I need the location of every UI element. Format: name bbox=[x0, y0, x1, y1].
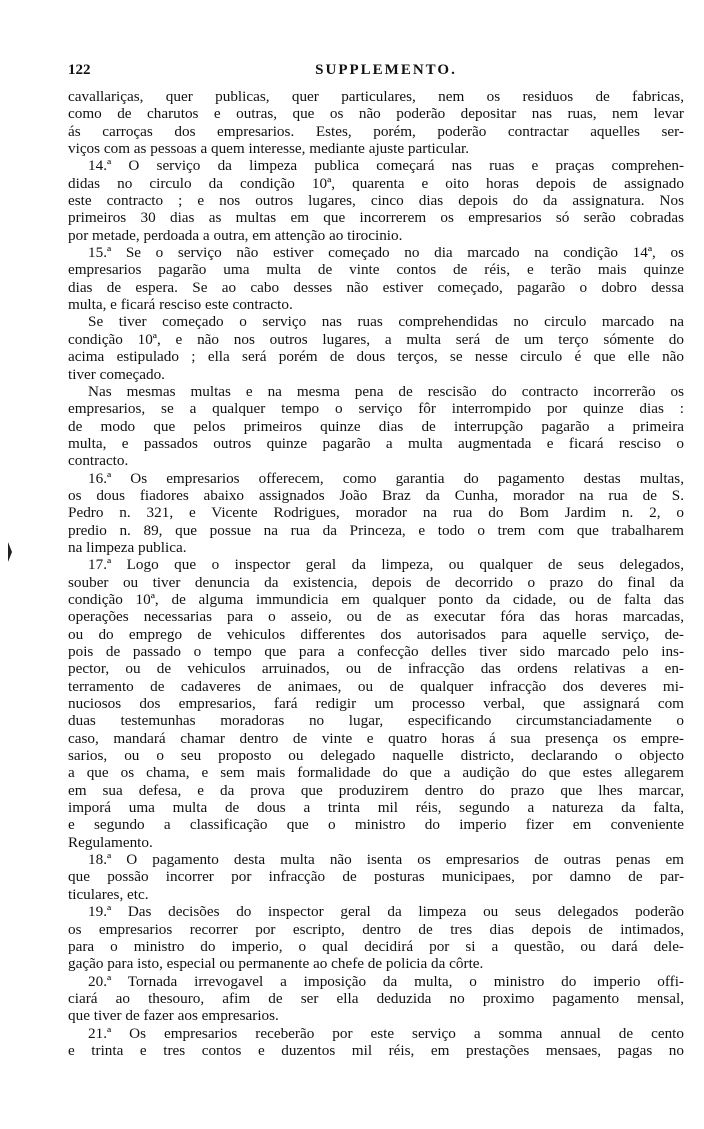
text-line: e trinta e tres contos e duzentos mil réis, em prestações mensaes, pagas no bbox=[68, 1041, 684, 1059]
text-line: de modo que pelos primeiros quinze dias de interrupção pagarão a primeira bbox=[68, 417, 684, 435]
text-line: sarios, ou o seu proposto ou delegado naquelle districto, declarando o objecto bbox=[68, 747, 684, 765]
text-line: contracto. bbox=[68, 452, 129, 470]
text-line: tiver começado. bbox=[68, 365, 165, 383]
text-line: que tiver de fazer aos empresarios. bbox=[68, 1007, 279, 1025]
running-title: SUPPLEMENTO. bbox=[315, 62, 457, 78]
text-line: na limpeza publica. bbox=[68, 538, 187, 556]
text-line: 16.ª Os empresarios offerecem, como garantia do pagamento destas multas, bbox=[88, 469, 684, 487]
text-line: 15.ª Se o serviço não estiver começado no dia marcado na condição 14ª, os bbox=[88, 244, 684, 262]
text-line: operações necessarias para o asseio, ou de as executar fóra das horas marcadas, bbox=[68, 608, 684, 626]
text-line: os empresarios recorrer por escripto, dentro de tres dias depois de intimados, bbox=[68, 920, 684, 938]
text-line: pector, ou de vehiculos arruinados, ou de infracção das ordens relativas a en- bbox=[68, 660, 684, 678]
text-line: 18.ª O pagamento desta multa não isenta os empresarios de outras penas em bbox=[88, 851, 684, 869]
text-line: ticulares, etc. bbox=[68, 885, 149, 903]
text-line: a que os chama, e sem mais formalidade do que a audição do que estes allegarem bbox=[68, 764, 684, 782]
text-line: souber ou tiver denuncia da existencia, depois de decorrido o prazo do final da bbox=[68, 573, 684, 591]
text-line: ciará ao thesouro, afim de ser ella deduzida no proximo pagamento mensal, bbox=[68, 989, 684, 1007]
text-line: imporá uma multa de dous a trinta mil réis, segundo a natureza da falta, bbox=[68, 799, 684, 817]
text-line: Regulamento. bbox=[68, 833, 153, 851]
document-body bbox=[68, 88, 684, 1059]
page-number: 122 bbox=[68, 62, 91, 78]
text-line: ás carroças dos empresarios. Estes, porém, poderão contractar aquelles ser- bbox=[68, 122, 684, 140]
text-line: duas testemunhas moradoras no lugar, especificando circumstanciadamente o bbox=[68, 712, 684, 730]
text-line: empresarios, se a qualquer tempo o serviço fôr interrompido por quinze dias : bbox=[68, 400, 684, 418]
text-line: que possão incorrer por infracção de posturas municipaes, por damno de par- bbox=[68, 868, 684, 886]
text-line: 19.ª Das decisões do inspector geral da limpeza ou seus delegados poderão bbox=[88, 903, 684, 921]
text-line: 17.ª Logo que o inspector geral da limpeza, ou qualquer de seus delegados, bbox=[88, 556, 684, 574]
text-line: multa, e ficará resciso este contracto. bbox=[68, 296, 293, 314]
text-line: este contracto ; e nos outros lugares, cinco dias depois do da assignatura. Nos bbox=[68, 192, 684, 210]
text-line: por metade, perdoada a outra, em attenção ao tirocinio. bbox=[68, 226, 403, 244]
text-line: Se tiver começado o serviço nas ruas comprehendidas no circulo marcado na bbox=[88, 313, 684, 331]
text-line: os dous fiadores abaixo assignados João Braz da Cunha, morador na rua de S. bbox=[68, 486, 684, 504]
text-line: nuciosos dos empresarios, fará redigir um processo verbal, que assignará com bbox=[68, 695, 684, 713]
text-line: como de charutos e outras, que os não poderão depositar nas ruas, nem levar bbox=[68, 105, 684, 123]
document-page bbox=[68, 60, 684, 1059]
text-line: terramento de cadaveres de animaes, ou de qualquer infracção dos deveres mi- bbox=[68, 677, 684, 695]
text-line: multa, e passados outros quinze pagarão a multa augmentada e ficará resciso o bbox=[68, 434, 684, 452]
text-line: viços com as pessoas a quem interesse, mediante ajuste particular. bbox=[68, 140, 470, 158]
text-line: caso, mandará chamar dentro de vinte e quatro horas á sua presença os empre- bbox=[68, 729, 684, 747]
text-line: didas no circulo da condição 10ª, quarenta e oito horas depois de assignado bbox=[68, 174, 684, 192]
text-line: e segundo a classificação que o ministro do imperio fizer em conveniente bbox=[68, 816, 684, 834]
text-line: em sua defesa, e da prova que produzirem dentro do prazo que lhes marcar, bbox=[68, 781, 684, 799]
text-line: 21.ª Os empresarios receberão por este serviço a somma annual de cento bbox=[88, 1024, 684, 1042]
text-line: Nas mesmas multas e na mesma pena de rescisão do contracto incorrerão os bbox=[88, 382, 684, 400]
text-line: acima estipulado ; ella será porém de dous terços, se nesse circulo é que elle não bbox=[68, 348, 684, 366]
text-line: predio n. 89, que possue na rua da Princeza, e todo o trem com que trabalharem bbox=[68, 521, 684, 539]
text-line: primeiros 30 dias as multas em que incorrerem os empresarios só serão cobradas bbox=[68, 209, 684, 227]
text-line: dias de espera. Se ao cabo desses não estiver começado, pagarão o dobro dessa bbox=[68, 278, 684, 296]
text-line: para o ministro do imperio, o qual decidirá por si a questão, ou dará dele- bbox=[68, 937, 684, 955]
text-line: gação para isto, especial ou permanente ao chefe de policia da côrte. bbox=[68, 955, 484, 973]
page-header bbox=[68, 60, 684, 82]
text-line: condição 10ª, de alguma immundicia em qualquer ponto da cidade, ou de falta das bbox=[68, 590, 684, 608]
margin-mark bbox=[8, 542, 12, 562]
text-line: cavallariças, quer publicas, quer particulares, nem os residuos de fabricas, bbox=[68, 88, 684, 105]
text-line: ou do emprego de vehiculos differentes dos autorisados para aquelle serviço, de- bbox=[68, 625, 684, 643]
text-line: 14.ª O serviço da limpeza publica começará nas ruas e praças comprehen- bbox=[88, 157, 684, 175]
text-line: condição 10ª, e não nos outros lugares, a multa será de um terço sómente do bbox=[68, 330, 684, 348]
text-line: empresarios pagarão uma multa de vinte contos de réis, e terão mais quinze bbox=[68, 261, 684, 279]
text-line: Pedro n. 321, e Vicente Rodrigues, morador na rua do Bom Jardim n. 2, o bbox=[68, 504, 684, 522]
text-line: 20.ª Tornada irrevogavel a imposição da multa, o ministro do imperio offi- bbox=[88, 972, 684, 990]
text-line: pois de passado o tempo que para a confecção delles tiver sido marcado pelo ins- bbox=[68, 643, 684, 660]
